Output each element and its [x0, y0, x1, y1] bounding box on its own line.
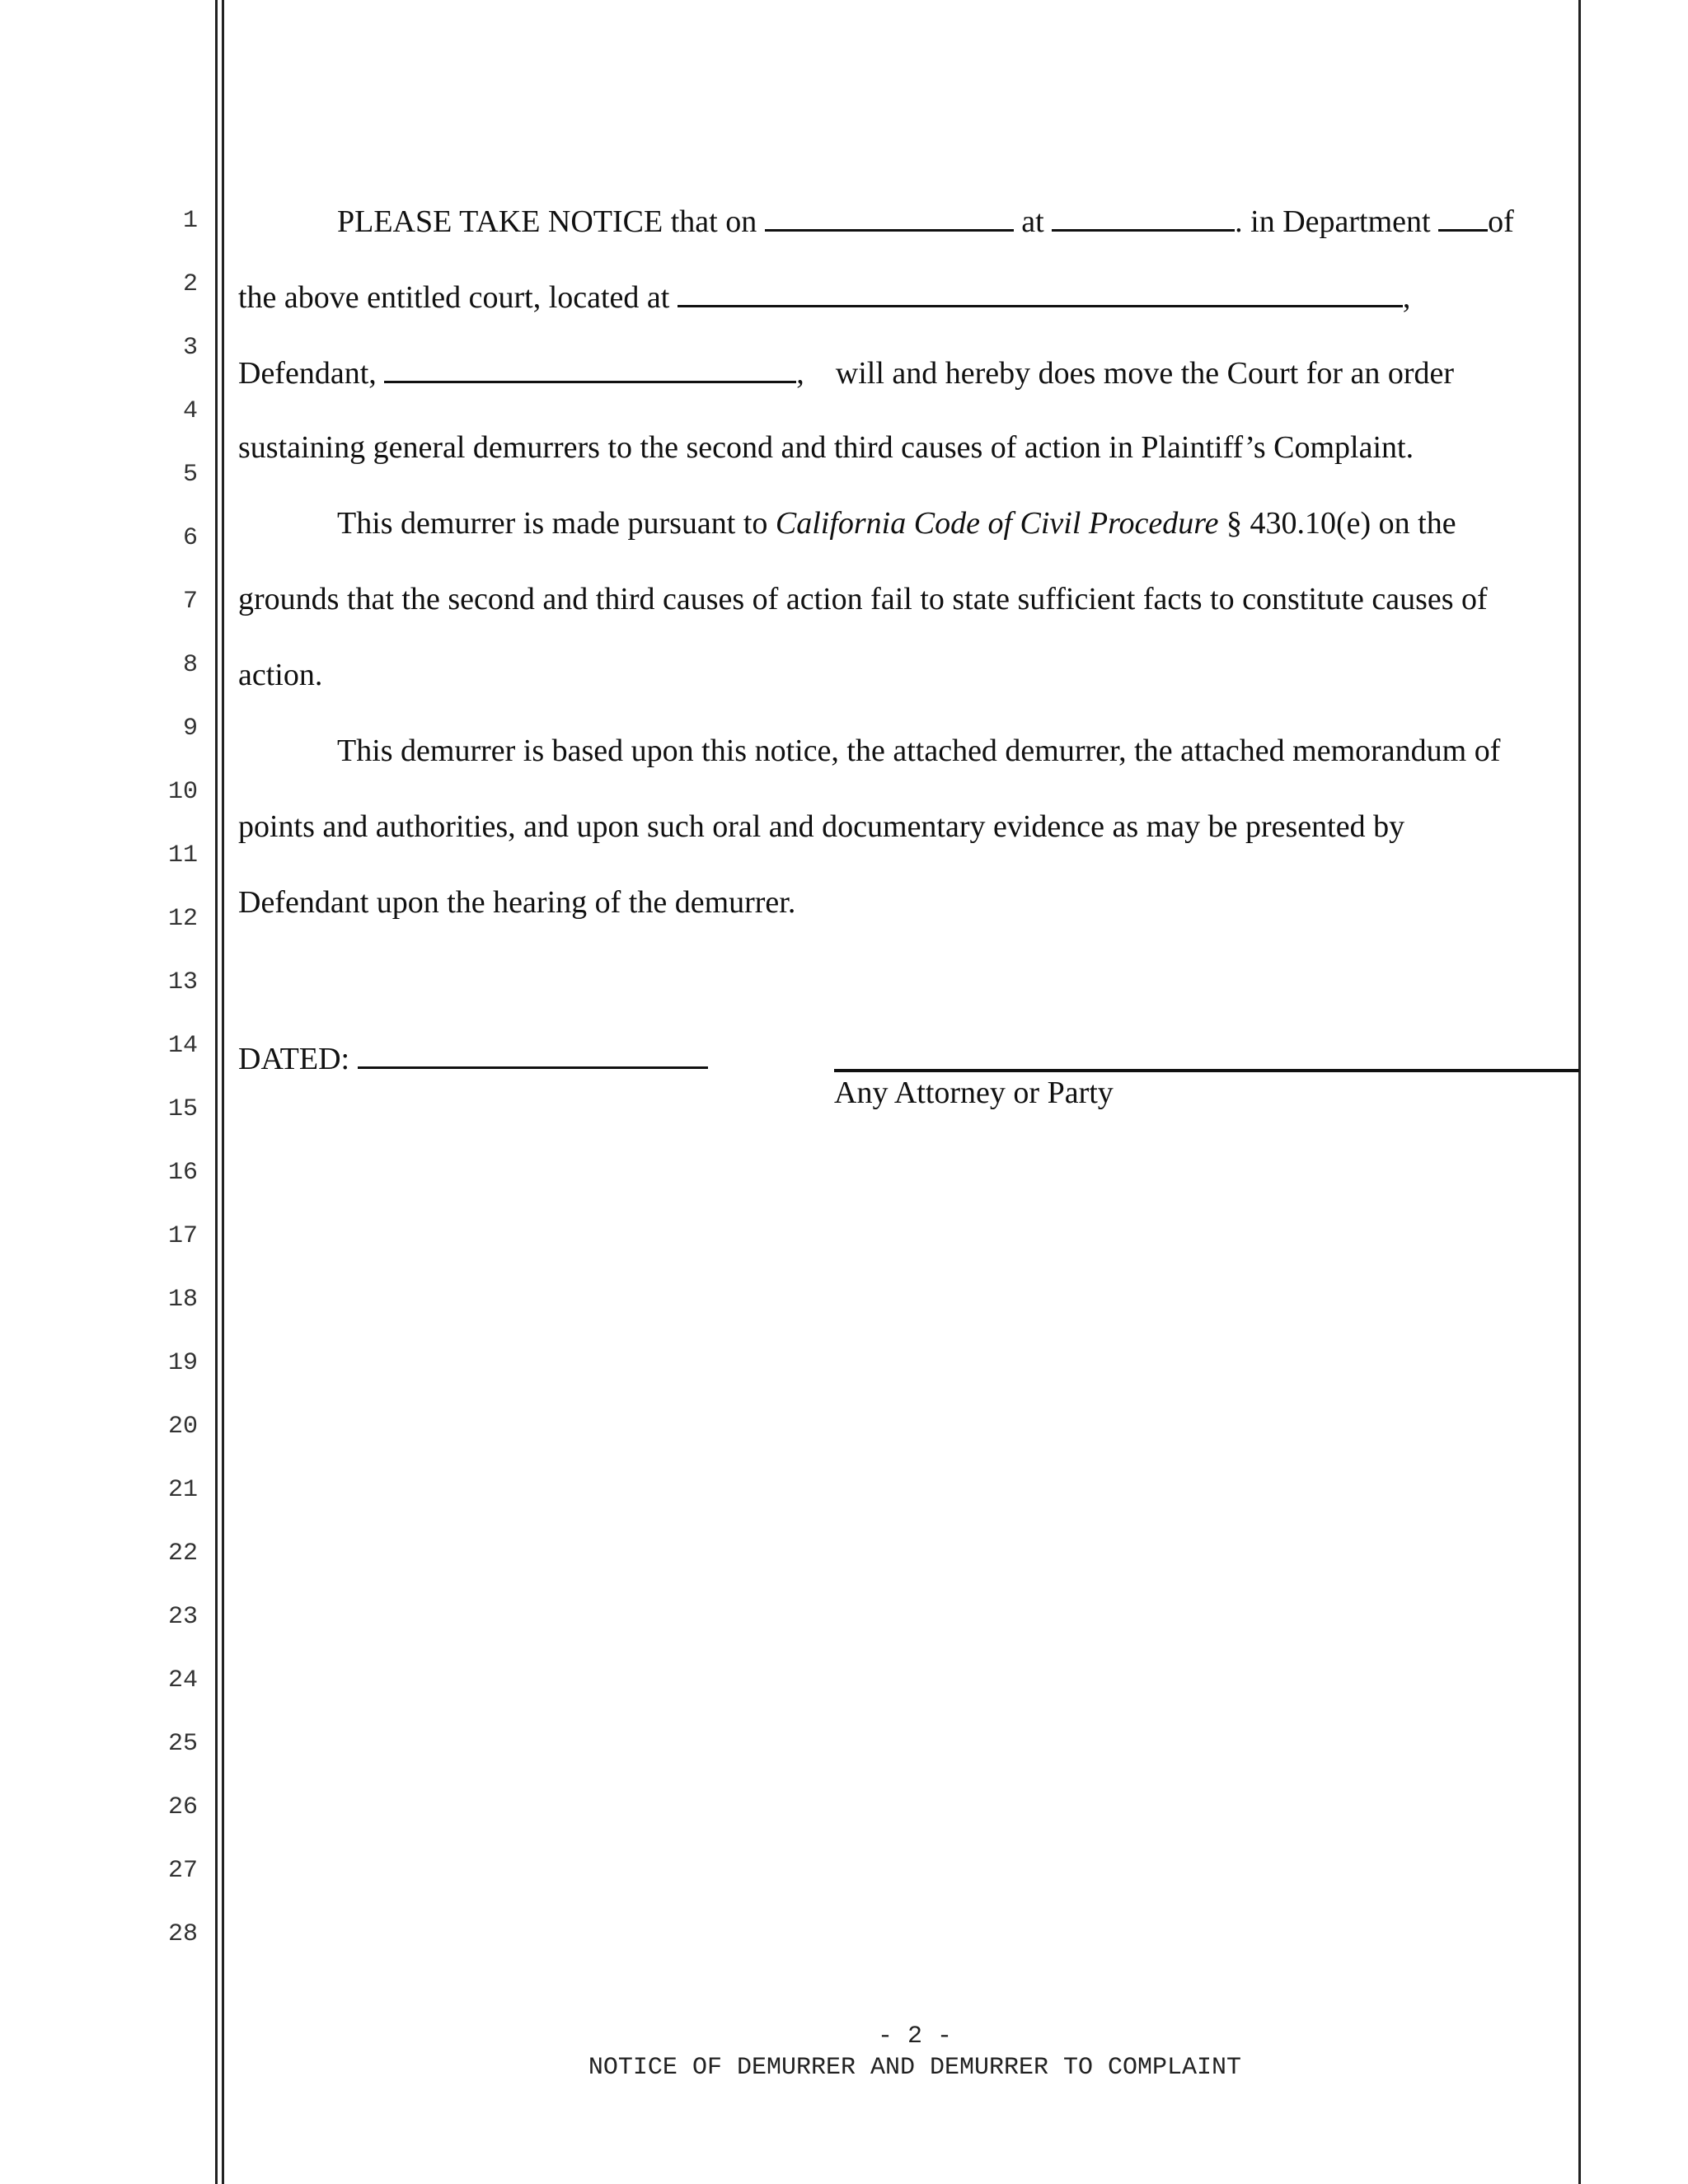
line-number: 20	[167, 1413, 198, 1441]
line-number: 27	[167, 1857, 198, 1885]
notice-text: the above entitled court, located at	[238, 280, 678, 315]
grounds-line-2: grounds that the second and third causes of action fail to state sufficient facts to constitute causes of	[238, 582, 1488, 616]
line-number: 19	[167, 1349, 198, 1377]
notice-text: of	[1488, 204, 1514, 239]
dated-line	[238, 1042, 708, 1075]
grounds-text: This demurrer is made pursuant to	[337, 506, 776, 541]
line-number: 13	[167, 968, 198, 996]
line-number: 12	[167, 905, 198, 933]
footer-title: NOTICE OF DEMURRER AND DEMURRER TO COMPLAINT	[588, 2054, 1242, 2082]
line-number: 26	[167, 1793, 198, 1821]
grounds-line-1	[238, 508, 1456, 539]
basis-line-1: This demurrer is based upon this notice, the attached demurrer, the attached memorandum of	[337, 733, 1501, 768]
line-number: 28	[167, 1920, 198, 1948]
line-number: 1	[182, 207, 198, 235]
basis-line-2: points and authorities, and upon such oral and documentary evidence as may be presented by	[238, 809, 1405, 844]
notice-text: Defendant,	[238, 356, 385, 391]
left-margin-rule-inner	[222, 0, 224, 2184]
notice-text: ,	[1402, 280, 1411, 315]
grounds-line-3: action.	[238, 658, 323, 692]
hearing-date-field[interactable]	[765, 204, 1014, 232]
line-number: 10	[167, 778, 198, 806]
page-number: - 2 -	[877, 2022, 952, 2050]
notice-line-3	[238, 356, 1454, 389]
line-number: 6	[182, 524, 198, 552]
dated-label: DATED:	[238, 1042, 358, 1076]
line-number: 22	[167, 1540, 198, 1568]
basis-line-3: Defendant upon the hearing of the demurrer.	[238, 885, 796, 920]
line-number: 15	[167, 1095, 198, 1123]
right-margin-rule	[1578, 0, 1581, 2184]
line-number: 9	[182, 715, 198, 743]
line-number: 7	[182, 588, 198, 616]
line-number: 18	[167, 1286, 198, 1314]
notice-text: . in Department	[1235, 204, 1439, 239]
line-number: 24	[167, 1666, 198, 1694]
notice-text: at	[1013, 204, 1053, 239]
grounds-text: § 430.10(e) on the	[1218, 506, 1456, 541]
statute-name: California Code of Civil Procedure	[775, 506, 1219, 541]
line-number: 21	[167, 1476, 198, 1504]
line-number: 17	[167, 1222, 198, 1250]
line-number: 3	[182, 334, 198, 362]
notice-line-2	[238, 280, 1410, 313]
defendant-name-field[interactable]	[384, 356, 796, 383]
line-number: 11	[167, 841, 198, 869]
line-number: 5	[182, 461, 198, 489]
line-number: 8	[182, 651, 198, 679]
notice-text: , will and hereby does move the Court for an order	[796, 356, 1455, 391]
signer-label: Any Attorney or Party	[834, 1076, 1114, 1110]
line-number: 2	[182, 270, 198, 298]
line-number: 23	[167, 1603, 198, 1631]
hearing-time-field[interactable]	[1052, 204, 1235, 232]
notice-text: PLEASE TAKE NOTICE that on	[337, 204, 765, 239]
dated-field[interactable]	[358, 1042, 708, 1069]
left-margin-rule-outer	[215, 0, 218, 2184]
notice-line-4: sustaining general demurrers to the second and third causes of action in Plaintiff’s Complaint.	[238, 430, 1414, 465]
line-number: 25	[167, 1730, 198, 1758]
notice-line-1	[238, 204, 1514, 237]
department-field[interactable]	[1438, 204, 1488, 232]
signature-line[interactable]	[834, 1069, 1579, 1072]
line-number: 14	[167, 1032, 198, 1060]
line-number: 16	[167, 1159, 198, 1187]
court-location-field[interactable]	[678, 280, 1403, 307]
line-number: 4	[182, 397, 198, 425]
